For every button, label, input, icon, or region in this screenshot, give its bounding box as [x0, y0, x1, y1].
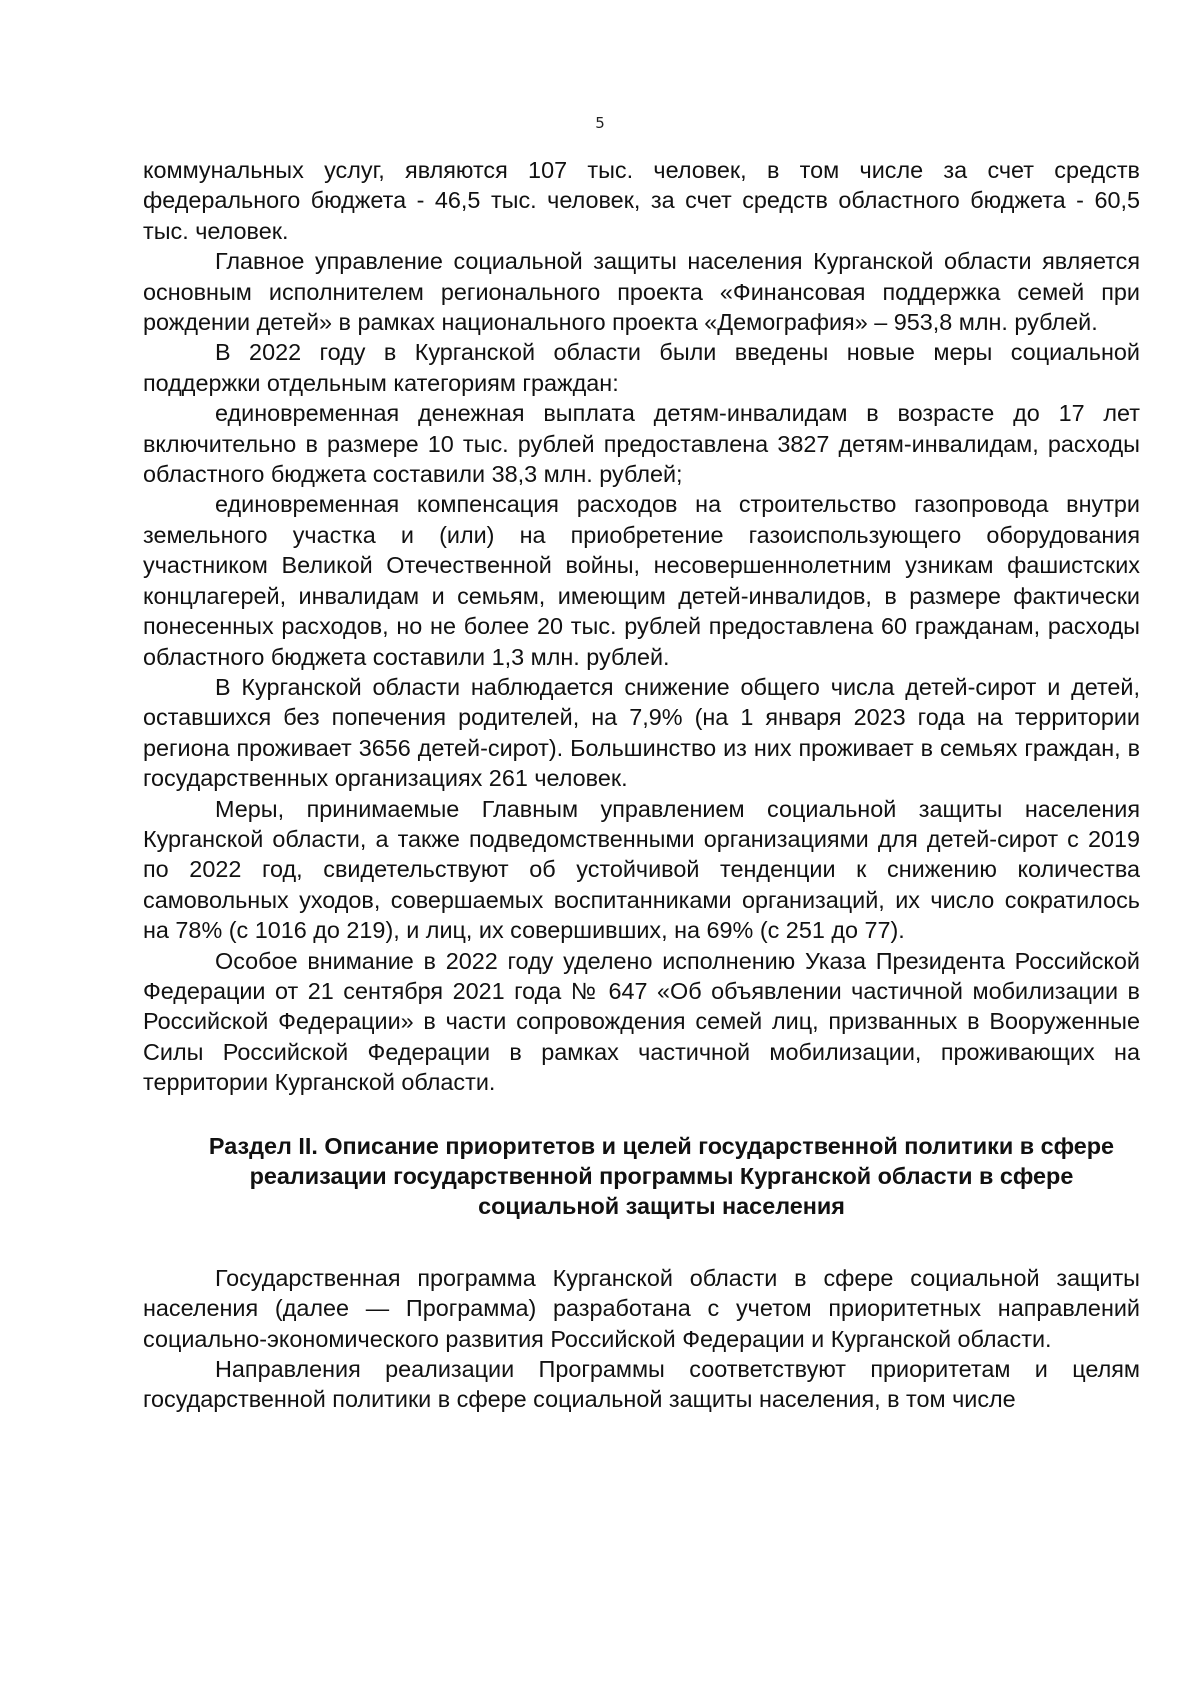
paragraph: Особое внимание в 2022 году уделено исполнению Указа Президента Российской Федерации от 21 сентября 2021 года № 647 «Об объявлении частичной мобилизации в Российской Федерации» в части сопровождения семей лиц, призванных в Вооруженные Силы Российской Федерации в рамках частичной мобилизации, проживающих на территории Курганской области.: [143, 947, 1140, 1096]
paragraph: единовременная компенсация расходов на строительство газопровода внутри земельного участка и (или) на приобретение газоиспользующего оборудования участником Великой Отечественной войны, несовершеннолетним узникам фашистских концлагерей, инвалидам и семьям, имеющим детей-инвалидов, в размере фактически понесенных расходов, но не более 20 тыс. рублей предоставлена 60 гражданам, расходы областного бюджета составили 1,3 млн. рублей.: [143, 491, 1140, 670]
paragraph: Меры, принимаемые Главным управлением социальной защиты населения Курганской области, а также подведомственными организациями для детей-сирот с 2019 по 2022 год, свидетельствуют об устойчивой тенденции к снижению количества самовольных уходов, совершаемых воспитанниками организаций, их число сократилось на 78% (с 1016 до 219), и лиц, их совершивших, на 69% (с 251 до 77).: [143, 795, 1140, 944]
page-number: 5: [595, 114, 605, 132]
paragraph: Направления реализации Программы соответствуют приоритетам и целям государственной политики в сфере социальной защиты населения, в том числе: [143, 1356, 1140, 1413]
paragraph: Государственная программа Курганской области в сфере социальной защиты населения (далее — Программа) разработана с учетом приоритетных направлений социально-экономического развития Российской Федерации и Курганской области.: [143, 1264, 1140, 1352]
paragraph: Главное управление социальной защиты населения Курганской области является основным исполнителем регионального проекта «Финансовая поддержка семей при рождении детей» в рамках национального проекта «Демография» – 953,8 млн. рублей.: [143, 248, 1140, 336]
paragraph: единовременная денежная выплата детям-инвалидам в возрасте до 17 лет включительно в размере 10 тыс. рублей предоставлена 3827 детям-инвалидам, расходы областного бюджета составили 38,3 млн. рублей;: [143, 400, 1140, 488]
document-body: [143, 155, 1140, 1415]
paragraph: В Курганской области наблюдается снижение общего числа детей-сирот и детей, оставшихся без попечения родителей, на 7,9% (на 1 января 2023 года на территории региона проживает 3656 детей-сирот). Большинство из них проживает в семьях граждан, в государственных организациях 261 человек.: [143, 673, 1140, 792]
paragraph: В 2022 году в Курганской области были введены новые меры социальной поддержки отдельным категориям граждан:: [143, 339, 1140, 396]
section-title: Раздел II. Описание приоритетов и целей государственной политики в сфере реализации государственной программы Курганской области в сфере социальной защиты населения: [208, 1132, 1115, 1220]
paragraph-continuation: коммунальных услуг, являются 107 тыс. человек, в том числе за счет средств федерального бюджета - 46,5 тыс. человек, за счет средств областного бюджета - 60,5 тыс. человек.: [143, 157, 1140, 244]
